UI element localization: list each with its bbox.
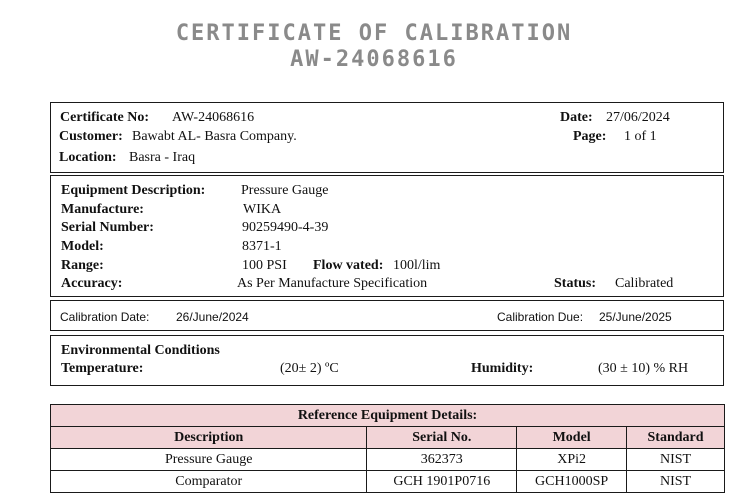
temperature-value: (20± 2) ºC <box>280 361 339 376</box>
cell-model: GCH1000SP <box>517 471 627 493</box>
temperature-label: Temperature: <box>61 361 144 376</box>
column-header-model: Model <box>517 427 627 449</box>
cell-standard: NIST <box>627 449 725 471</box>
location-label: Location: <box>59 150 117 165</box>
range-label: Range: <box>61 258 104 273</box>
reference-heading: Reference Equipment Details: <box>51 405 725 427</box>
environment-heading: Environmental Conditions <box>61 343 220 358</box>
flow-label: Flow vated: <box>313 258 384 273</box>
cert-no-label: Certificate No: <box>60 110 150 125</box>
serial-number-value: 90259490-4-39 <box>242 220 329 235</box>
date-value: 27/06/2024 <box>606 110 670 125</box>
calibration-date-label: Calibration Date: <box>60 310 150 324</box>
certificate-info-box <box>50 102 724 173</box>
column-header-standard: Standard <box>627 427 725 449</box>
cert-no-value: AW-24068616 <box>172 110 255 125</box>
calibration-date-value: 26/June/2024 <box>176 310 249 324</box>
table-row <box>51 449 725 471</box>
manufacture-label: Manufacture: <box>61 202 144 217</box>
reference-header-row <box>51 427 725 449</box>
cell-serial: 362373 <box>367 449 517 471</box>
page-label: Page: <box>573 129 607 144</box>
page-value: 1 of 1 <box>624 129 657 144</box>
column-header-serial: Serial No. <box>367 427 517 449</box>
status-label: Status: <box>554 276 597 291</box>
manufacture-value: WIKA <box>243 202 282 217</box>
calibration-dates-box <box>50 300 724 331</box>
model-value: 8371-1 <box>242 239 282 254</box>
calibration-due-value: 25/June/2025 <box>599 310 672 324</box>
flow-value: 100l/lim <box>393 258 441 273</box>
reference-equipment-table <box>50 404 725 493</box>
equipment-box <box>50 175 724 297</box>
table-row <box>51 471 725 493</box>
location-value: Basra - Iraq <box>129 150 196 165</box>
equipment-description-value: Pressure Gauge <box>241 183 329 198</box>
equipment-description-label: Equipment Description: <box>61 183 206 198</box>
cell-description: Pressure Gauge <box>51 449 367 471</box>
column-header-description: Description <box>51 427 367 449</box>
cell-description: Comparator <box>51 471 367 493</box>
environment-box <box>50 335 724 386</box>
humidity-value: (30 ± 10) % RH <box>598 361 689 376</box>
customer-label: Customer: <box>59 129 123 144</box>
humidity-label: Humidity: <box>471 361 534 376</box>
cell-standard: NIST <box>627 471 725 493</box>
serial-number-label: Serial Number: <box>61 220 154 235</box>
date-label: Date: <box>560 110 593 125</box>
accuracy-value: As Per Manufacture Specification <box>237 276 428 291</box>
certificate-title: CERTIFICATE OF CALIBRATION <box>175 21 573 46</box>
reference-heading-row <box>51 405 725 427</box>
customer-value: Bawabt AL- Basra Company. <box>132 129 297 144</box>
certificate-number-title: AW-24068616 <box>290 47 458 72</box>
status-value: Calibrated <box>615 276 674 291</box>
calibration-due-label: Calibration Due: <box>497 310 584 324</box>
cell-model: XPi2 <box>517 449 627 471</box>
accuracy-label: Accuracy: <box>61 276 123 291</box>
range-value: 100 PSI <box>242 258 287 273</box>
model-label: Model: <box>61 239 104 254</box>
cell-serial: GCH 1901P0716 <box>367 471 517 493</box>
